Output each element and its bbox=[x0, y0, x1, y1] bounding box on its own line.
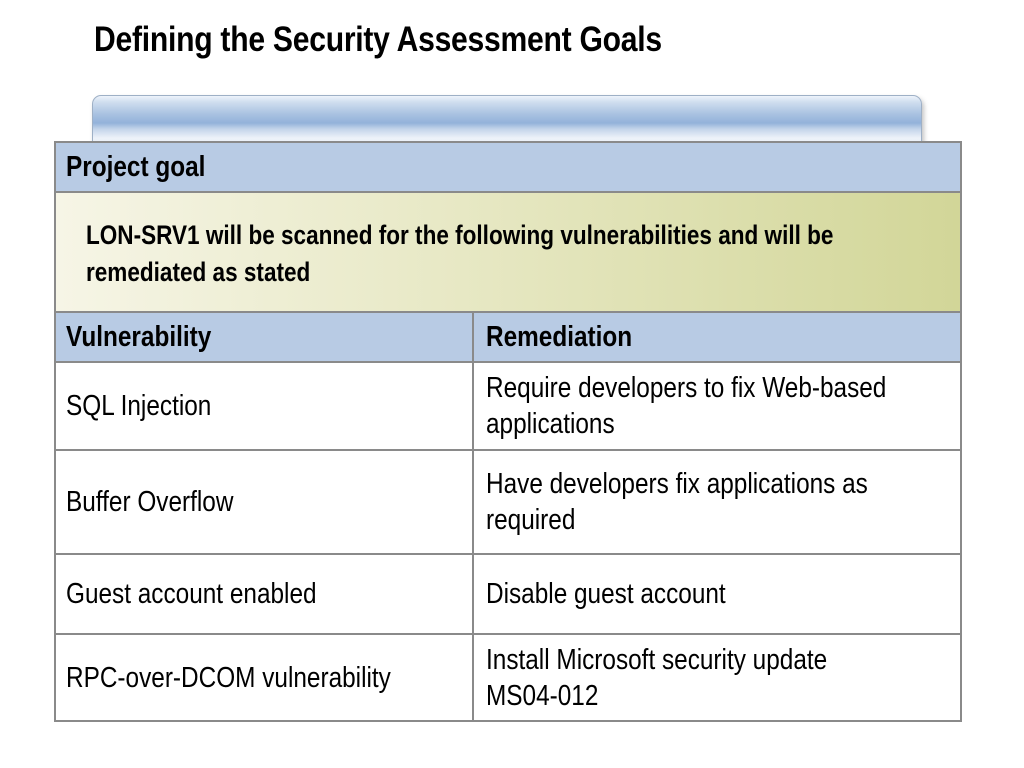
project-goal-header: Project goal bbox=[66, 151, 206, 183]
table-row bbox=[56, 363, 960, 451]
remediation-cell: Install Microsoft security update MS04-012 bbox=[486, 643, 828, 712]
table-row bbox=[56, 635, 960, 720]
remediation-cell: Have developers fix applications as required bbox=[486, 468, 868, 536]
vulnerability-cell: Buffer Overflow bbox=[56, 451, 474, 553]
column-header-remediation: Remediation bbox=[486, 321, 633, 353]
project-goal-header-row bbox=[56, 143, 960, 193]
vulnerability-cell: SQL Injection bbox=[56, 363, 474, 449]
slide-title: Defining the Security Assessment Goals bbox=[94, 20, 662, 59]
table-row bbox=[56, 451, 960, 555]
column-header-vulnerability: Vulnerability bbox=[56, 313, 474, 361]
column-header-row bbox=[56, 313, 960, 363]
project-goal-row bbox=[56, 193, 960, 313]
table-row bbox=[56, 555, 960, 635]
vulnerability-cell: RPC-over-DCOM vulnerability bbox=[56, 635, 474, 720]
vulnerability-cell: Guest account enabled bbox=[56, 555, 474, 633]
goals-table bbox=[54, 141, 962, 722]
remediation-cell: Require developers to fix Web-based applications bbox=[486, 372, 887, 440]
project-goal-text: LON-SRV1 will be scanned for the following vulnerabilities and will be remediated as stated bbox=[86, 220, 834, 287]
remediation-cell: Disable guest account bbox=[486, 578, 726, 610]
